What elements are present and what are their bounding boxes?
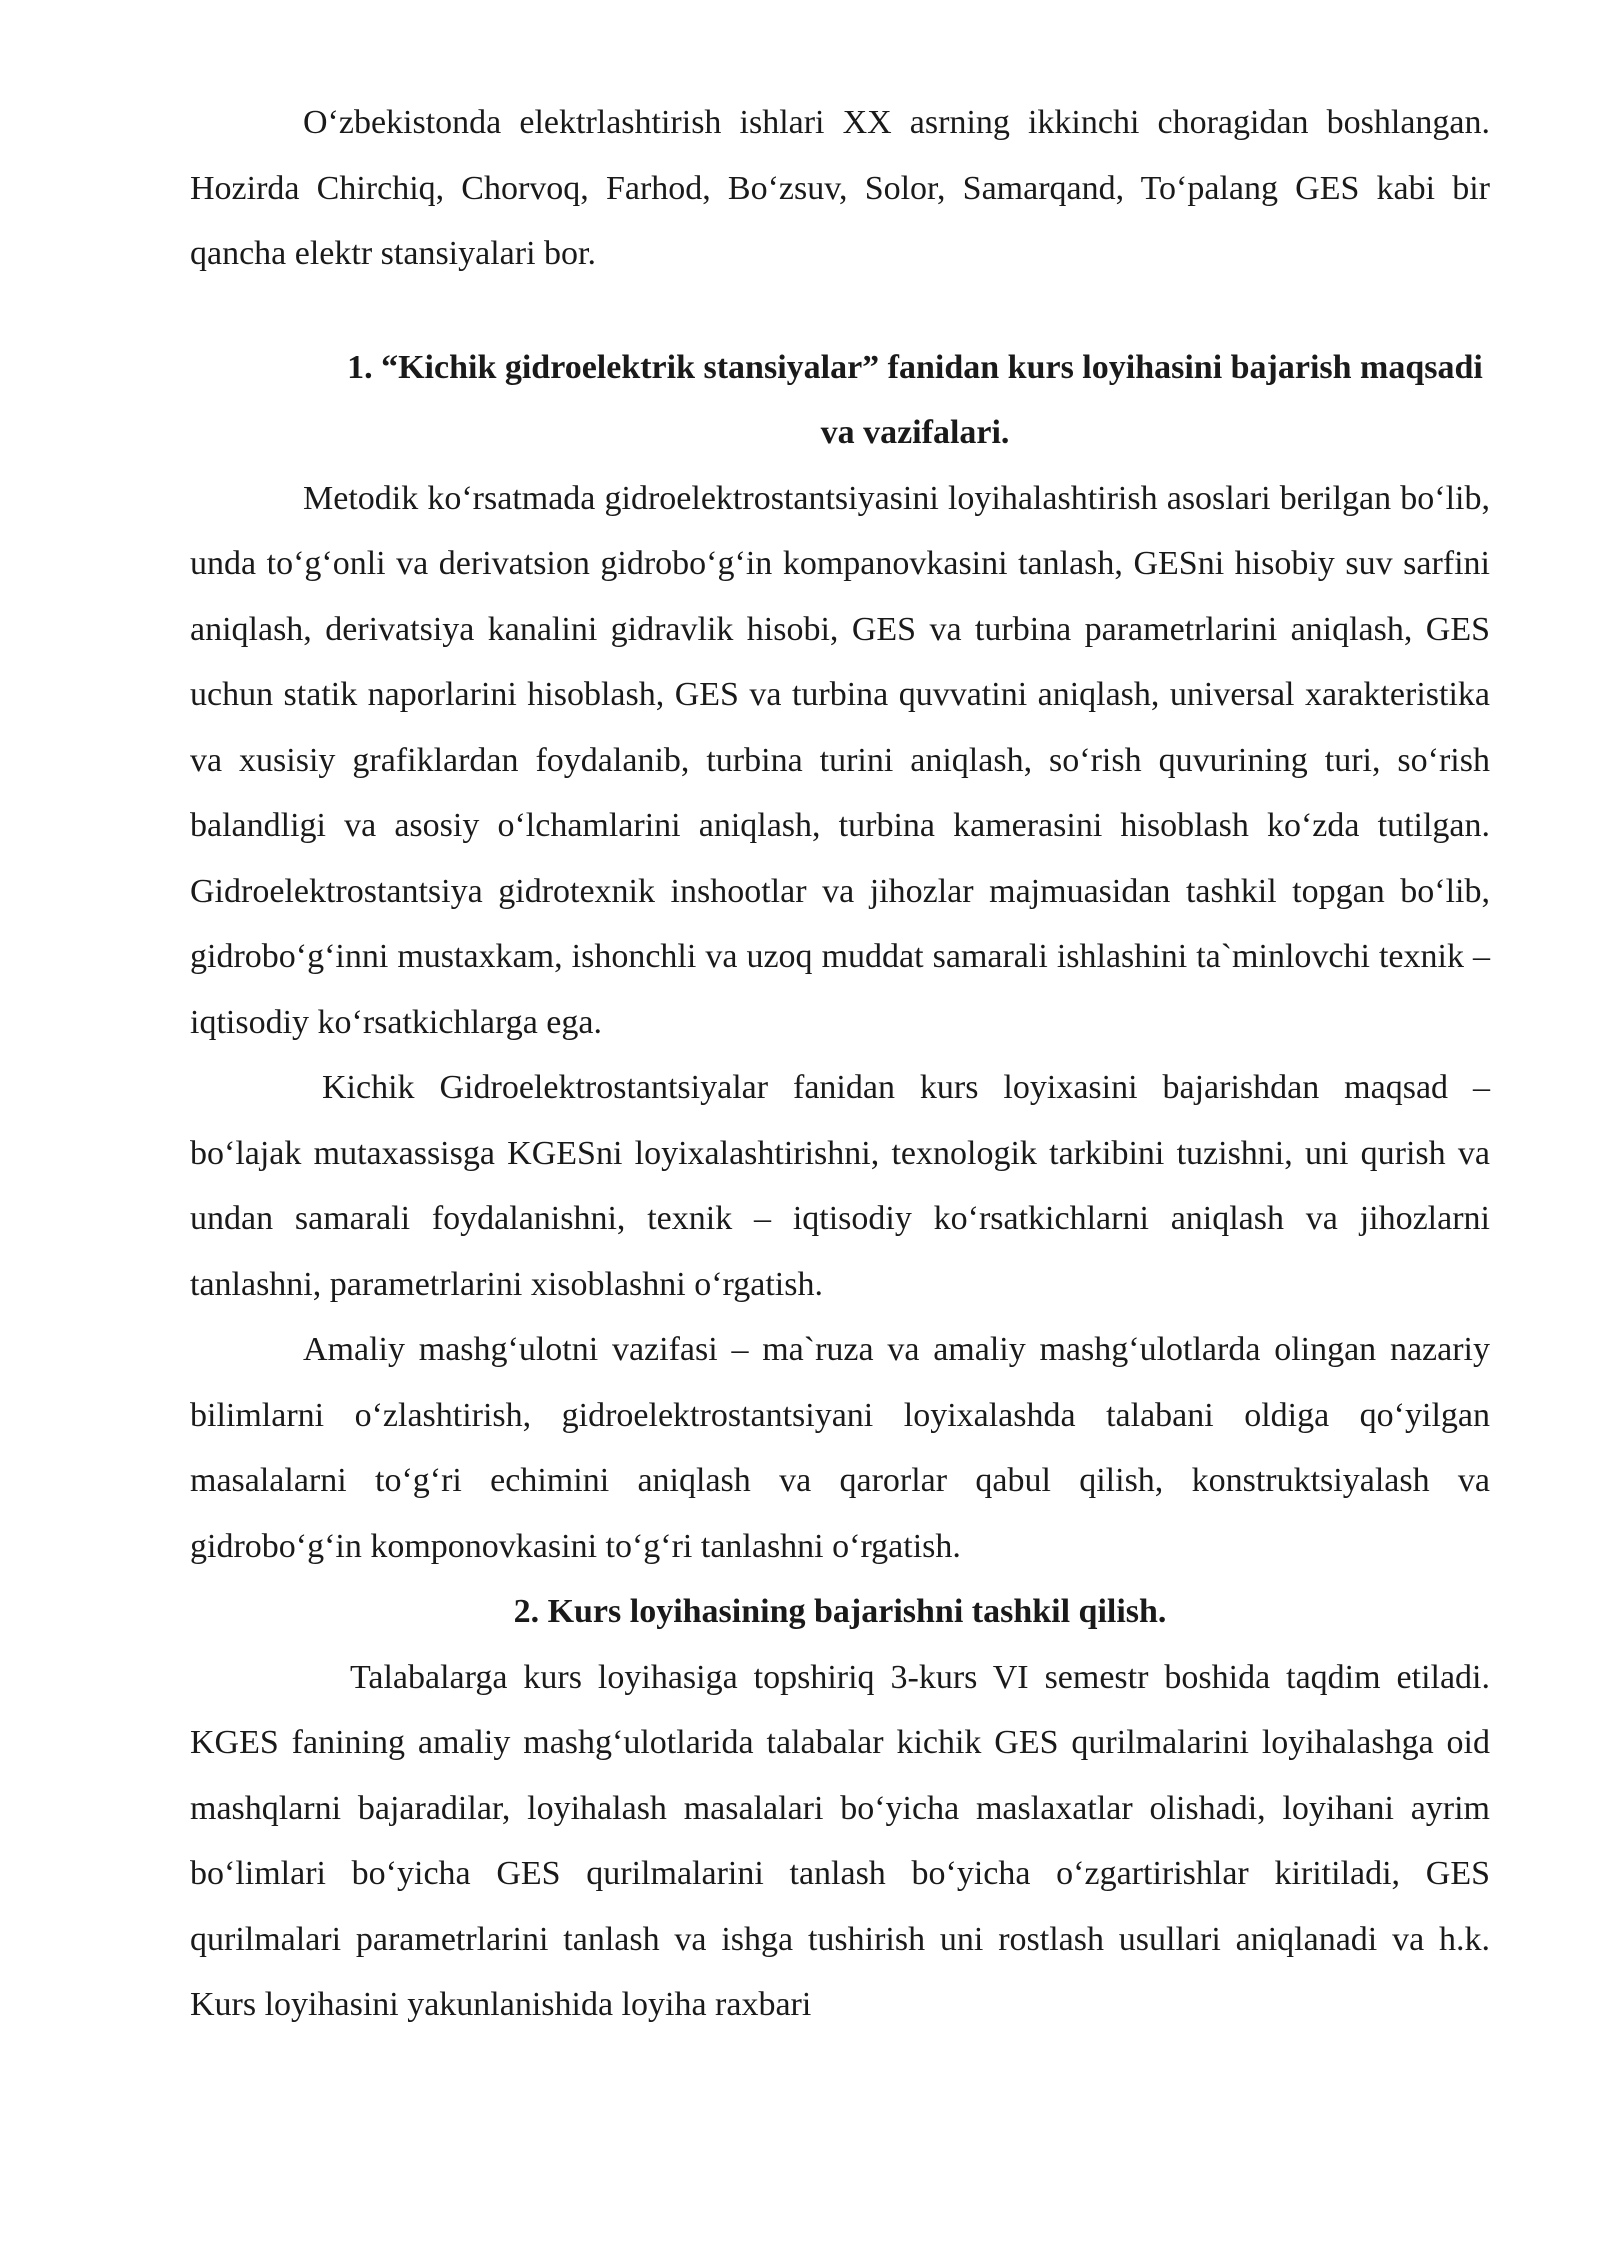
document-page (190, 90, 1490, 2038)
paragraph-amaliy: Amaliy mashg‘ulotni vazifasi – ma`ruza va amaliy mashg‘ulotlarda olingan nazariy bilimlarni o‘zlashtirish, gidroelektrostantsiyani loyixalashda talabani oldiga qo‘yilgan masalalarni to‘g‘ri echimini aniqlash va qarorlar qabul qilish, konstruktsiyalash va gidrobo‘g‘in komponovkasini to‘g‘ri tanlashni o‘rgatish. (190, 1331, 1490, 1565)
section-2-heading: 2. Kurs loyihasining bajarishni tashkil qilish. (513, 1593, 1167, 1630)
section-1-heading: 1. “Kichik gidroelektrik stansiyalar” fanidan kurs loyihasini bajarish maqsadi va vazifalari. (347, 348, 1483, 451)
paragraph-metodik: Metodik ko‘rsatmada gidroelektrostantsiyasini loyihalashtirish asoslari berilgan bo‘lib, unda to‘g‘onli va derivatsion gidrobo‘g‘in kompanovkasini tanlash, GESni hisobiy suv sarfini aniqlash, derivatsiya kanalini gidravlik hisobi, GES va turbina parametrlarini aniqlash, GES uchun statik naporlarini hisoblash, GES va turbina quvvatini aniqlash, universal xarakteristika va xusisiy grafiklardan foydalanib, turbina turini aniqlash, so‘rish quvurining turi, so‘rish balandligi va asosiy o‘lchamlarini aniqlash, turbina kamerasini hisoblash ko‘zda tutilgan. Gidroelektrostantsiya gidrotexnik inshootlar va jihozlar majmuasidan tashkil topgan bo‘lib, gidrobo‘g‘inni mustaxkam, ishonchli va uzoq muddat samarali ishlashini ta`minlovchi texnik – iqtisodiy ko‘rsatkichlarga ega. (190, 479, 1490, 1041)
paragraph-intro: O‘zbekistonda elektrlashtirish ishlari XX asrning ikkinchi choragidan boshlangan. Hozirda Chirchiq, Chorvoq, Farhod, Bo‘zsuv, Solor, Samarqand, To‘palang GES kabi bir qancha elektr stansiyalari bor. (190, 104, 1490, 272)
paragraph-kichik: Kichik Gidroelektrostantsiyalar fanidan kurs loyixasini bajarishdan maqsad – bo‘lajak mutaxassisga KGESni loyixalashtirishni, texnologik tarkibini tuzishni, uni qurish va undan samarali foydalanishni, texnik – iqtisodiy ko‘rsatkichlarni aniqlash va jihozlarni tanlashni, parametrlarini xisoblashni o‘rgatish. (190, 1069, 1490, 1303)
paragraph-talabalarga: Talabalarga kurs loyihasiga topshiriq 3-kurs VI semestr boshida taqdim etiladi. KGES fanining amaliy mashg‘ulotlarida talabalar kichik GES qurilmalarini loyihalashga oid mashqlarni bajaradilar, loyihalash masalalari bo‘yicha maslaxatlar olishadi, loyihani ayrim bo‘limlari bo‘yicha GES qurilmalarini tanlash bo‘yicha o‘zgartirishlar kiritiladi, GES qurilmalari parametrlarini tanlash va ishga tushirish uni rostlash usullari aniqlanadi va h.k. Kurs loyihasini yakunlanishida loyiha raxbari (190, 1658, 1490, 2023)
